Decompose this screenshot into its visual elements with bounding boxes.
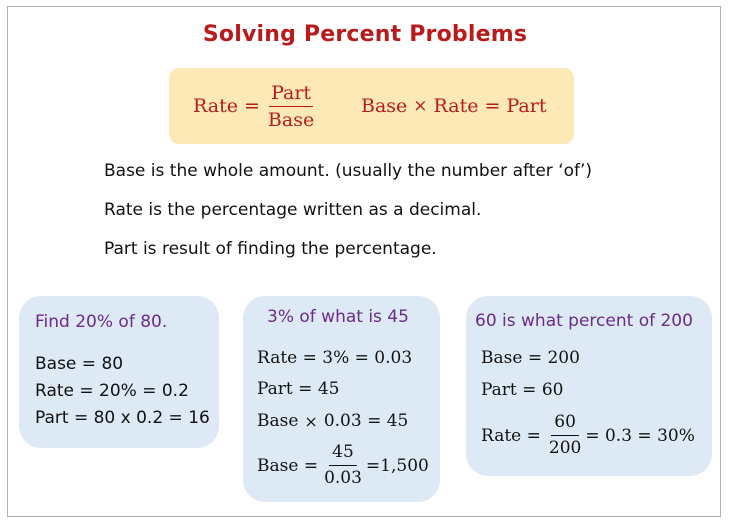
- example-card-1: [19, 296, 219, 448]
- fraction-numerator: 60: [551, 412, 579, 436]
- definition-base: Base is the whole amount. (usually the number after ‘of’): [104, 161, 593, 181]
- example-3-result: = 0.3 = 30%: [585, 425, 695, 446]
- fraction-denominator: 0.03: [324, 468, 362, 488]
- example-1-line: Base = 80: [35, 354, 124, 374]
- example-2-equation-rest: 0.03 = 45: [323, 411, 409, 431]
- part-formula-rest: Rate = Part: [433, 95, 547, 117]
- example-2-base-word: Base: [257, 411, 299, 431]
- rate-fraction: [268, 82, 314, 131]
- definition-part: Part is result of finding the percentage.: [104, 239, 437, 259]
- times-symbol: ×: [304, 411, 318, 431]
- example-1-line: Rate = 20% = 0.2: [35, 381, 189, 401]
- rate-label: Rate =: [193, 95, 260, 117]
- fraction-numerator: 45: [329, 442, 357, 466]
- example-2-title: 3% of what is 45: [267, 307, 409, 327]
- example-2-line: Part = 45: [257, 379, 340, 399]
- times-symbol: ×: [413, 96, 428, 116]
- example-3-rate-label: Rate =: [481, 425, 541, 446]
- example-3-line: Base = 200: [481, 348, 580, 368]
- fraction-denominator: Base: [267, 108, 315, 131]
- definition-rate: Rate is the percentage written as a decimal.: [104, 200, 482, 220]
- formula-box: [169, 68, 574, 144]
- page-title: Solving Percent Problems: [202, 22, 528, 47]
- example-2-fraction-line: [257, 442, 429, 489]
- example-2-line: Rate = 3% = 0.03: [257, 348, 413, 368]
- example-2-base-label: Base =: [257, 455, 319, 476]
- example-2-result: =1,500: [365, 455, 429, 476]
- example-3-fraction: [549, 412, 581, 459]
- example-2-fraction: [324, 442, 362, 489]
- example-2-line: [257, 411, 408, 431]
- example-1-line: Part = 80 x 0.2 = 16: [35, 408, 210, 428]
- part-formula: [361, 68, 546, 144]
- fraction-numerator: Part: [269, 82, 313, 107]
- part-formula-base: Base: [361, 95, 408, 117]
- example-3-fraction-line: [481, 412, 695, 459]
- fraction-denominator: 200: [548, 438, 582, 458]
- example-3-title: 60 is what percent of 200: [475, 311, 693, 331]
- rate-formula: [193, 68, 314, 144]
- example-card-2: [243, 296, 440, 502]
- example-card-3: [466, 296, 712, 476]
- example-1-title: Find 20% of 80.: [35, 312, 168, 332]
- example-3-line: Part = 60: [481, 380, 564, 400]
